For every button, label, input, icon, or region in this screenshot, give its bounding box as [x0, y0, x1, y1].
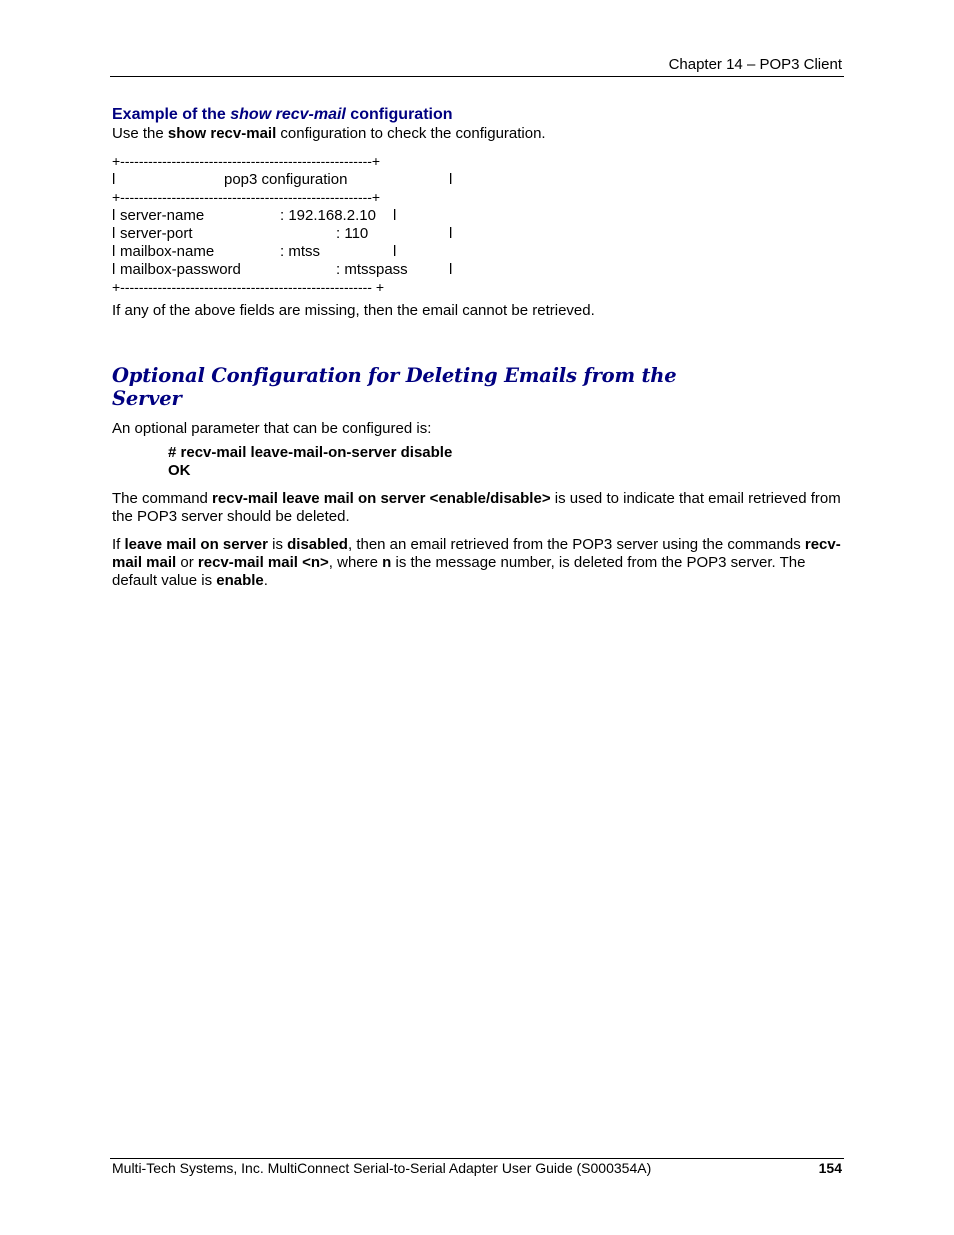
row-value: : 110	[336, 225, 369, 242]
p2-text: is the message number, is deleted from the POP3 server. The default value is	[112, 554, 806, 589]
row-name: mailbox-name	[120, 243, 215, 260]
paragraph-command-description	[112, 490, 847, 526]
row-pipe: l	[112, 261, 116, 278]
intro-text-end: configuration to check the configuration.	[276, 125, 546, 142]
header-rule	[110, 76, 844, 77]
p2-text: .	[263, 572, 268, 589]
table-border-mid: +------------------------------------------------------+	[112, 189, 381, 205]
p1-text: The command	[112, 490, 213, 507]
heading-suffix: configuration	[345, 106, 453, 123]
row-value: : mtss	[280, 243, 320, 260]
row-end-pipe: l	[449, 261, 453, 278]
page-number: 154	[818, 1160, 842, 1176]
intro-command: show recv-mail	[167, 125, 277, 142]
example-intro	[112, 125, 546, 142]
table-title-pipe-left: l	[112, 171, 116, 188]
table-title-pipe-right: l	[449, 171, 453, 188]
p2-bold-term: enable	[216, 572, 264, 589]
row-end-pipe: l	[393, 207, 397, 224]
section-title-line1: Optional Configuration for Deleting Emails from the	[112, 364, 677, 387]
p2-text: If	[112, 536, 125, 553]
heading-prefix: Example of the	[112, 106, 231, 123]
intro-text: Use the	[112, 125, 168, 142]
heading-italic: show recv-mail	[230, 106, 346, 123]
p2-bold-term: recv-mail mail <n>	[197, 554, 329, 571]
p2-bold-term: leave mail on server	[124, 536, 268, 553]
row-pipe: l	[112, 207, 116, 224]
example-heading	[112, 106, 453, 124]
footer-rule	[110, 1158, 844, 1159]
p2-text: is	[267, 536, 288, 553]
running-header: Chapter 14 – POP3 Client	[668, 56, 842, 73]
table-border-top: +------------------------------------------------------+	[112, 153, 381, 169]
footer-text: Multi-Tech Systems, Inc. MultiConnect Serial-to-Serial Adapter User Guide (S000354A)	[112, 1160, 652, 1176]
p2-text: , where	[328, 554, 383, 571]
row-name: mailbox-password	[120, 261, 241, 278]
row-value: : 192.168.2.10	[280, 207, 376, 224]
p2-text: , then an email retrieved from the POP3 server using the commands	[347, 536, 805, 553]
section-title-line2: Server	[112, 387, 182, 410]
table-title: pop3 configuration	[224, 171, 348, 188]
p1-text-end: is used to indicate that email retrieved from the POP3 server should be deleted.	[112, 490, 841, 525]
row-name: server-name	[120, 207, 205, 224]
p2-bold-term: recv-mail mail	[112, 536, 841, 571]
row-value: : mtsspass	[336, 261, 408, 278]
row-end-pipe: l	[449, 225, 453, 242]
p2-bold-term: n	[382, 554, 392, 571]
paragraph-disabled-behavior	[112, 536, 847, 590]
p2-text: or	[176, 554, 198, 571]
row-name: server-port	[120, 225, 193, 242]
p2-bold-term: disabled	[287, 536, 348, 553]
missing-fields-note: If any of the above fields are missing, then the email cannot be retrieved.	[112, 302, 595, 319]
p1-command: recv-mail leave mail on server <enable/disable>	[212, 490, 551, 507]
command-line: # recv-mail leave-mail-on-server disable	[168, 444, 453, 461]
row-end-pipe: l	[393, 243, 397, 260]
command-response: OK	[168, 462, 191, 479]
row-pipe: l	[112, 243, 116, 260]
table-border-bottom: +------------------------------------------------------ +	[112, 279, 384, 295]
section-intro: An optional parameter that can be configured is:	[112, 420, 432, 437]
row-pipe: l	[112, 225, 116, 242]
